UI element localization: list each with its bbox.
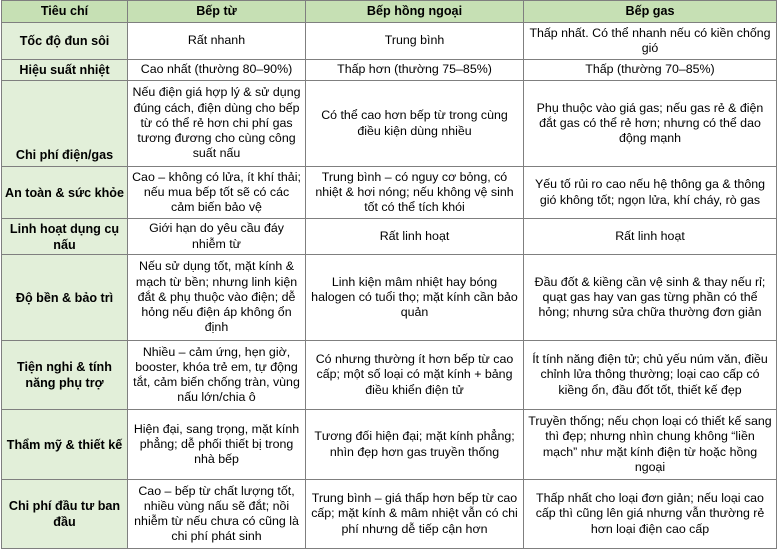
comparison-table — [1, 0, 777, 549]
induction-cell: Cao – không có lửa, ít khí thải; nếu mua bếp tốt sẽ có các cảm biến bảo vệ — [128, 167, 306, 219]
row-criterion: Tiện nghi & tính năng phụ trợ — [2, 341, 128, 410]
induction-cell: Rất nhanh — [128, 23, 306, 60]
row-criterion: An toàn & sức khỏe — [2, 167, 128, 219]
induction-cell: Hiện đại, sang trọng, mặt kính phẳng; dễ phối thiết bị trong nhà bếp — [128, 410, 306, 480]
header-row — [2, 1, 777, 23]
table-row — [2, 410, 777, 480]
induction-cell: Nếu điện giá hợp lý & sử dụng đúng cách, điện dùng cho bếp từ có thể rẻ hơn chi phí gas tương đương cho cùng công suất nấu — [128, 81, 306, 167]
row-criterion: Độ bền & bảo trì — [2, 255, 128, 341]
table-row — [2, 219, 777, 255]
gas-cell: Phụ thuộc vào giá gas; nếu gas rẻ & điện đắt gas có thể rẻ hơn; nhưng có thể dao động mạnh — [524, 81, 777, 167]
infrared-cell: Thấp hơn (thường 75–85%) — [306, 60, 524, 81]
row-criterion: Linh hoạt dụng cụ nấu — [2, 219, 128, 255]
infrared-cell: Có thể cao hơn bếp từ trong cùng điều kiện dùng nhiều — [306, 81, 524, 167]
infrared-cell: Tương đối hiện đại; mặt kính phẳng; nhìn đẹp hơn gas truyền thống — [306, 410, 524, 480]
infrared-cell: Có nhưng thường ít hơn bếp từ cao cấp; một số loại có mặt kính + bảng điều khiển điện tử — [306, 341, 524, 410]
gas-cell: Ít tính năng điện tử; chủ yếu núm văn, điều chỉnh lửa thông thường; loại cao cấp có kiềng ổn, đầu đốt tốt, thiết kế đẹp — [524, 341, 777, 410]
infrared-cell: Linh kiện mâm nhiệt hay bóng halogen có tuổi thọ; mặt kính cần bảo quản — [306, 255, 524, 341]
header-gas: Bếp gas — [524, 1, 777, 23]
induction-cell: Nếu sử dụng tốt, mặt kính & mạch từ bền; nhưng linh kiện đắt & phụ thuộc vào điện; dễ hỏng nếu điện áp không ổn định — [128, 255, 306, 341]
infrared-cell: Trung bình – giá thấp hơn bếp từ cao cấp; mặt kính & mâm nhiệt vẫn có chi phí nhưng dễ tiếp cận hơn — [306, 480, 524, 549]
induction-cell: Cao nhất (thường 80–90%) — [128, 60, 306, 81]
gas-cell: Rất linh hoạt — [524, 219, 777, 255]
gas-cell: Yếu tố rủi ro cao nếu hệ thông ga & thông gió không tốt; ngọn lửa, khí cháy, rò gas — [524, 167, 777, 219]
row-criterion: Tốc độ đun sôi — [2, 23, 128, 60]
table-row — [2, 255, 777, 341]
gas-cell: Truyền thống; nếu chọn loại có thiết kế sang thì đẹp; nhưng nhìn chung không “liền mạch” như mặt kính điện từ hoặc hồng ngoại — [524, 410, 777, 480]
induction-cell: Nhiều – cảm ứng, hẹn giờ, booster, khóa trẻ em, tự động tắt, cảm biến chống tràn, vùng nấu lớn/chia ô — [128, 341, 306, 410]
row-criterion: Thẩm mỹ & thiết kế — [2, 410, 128, 480]
table-row — [2, 341, 777, 410]
infrared-cell: Rất linh hoạt — [306, 219, 524, 255]
table-row — [2, 480, 777, 549]
infrared-cell: Trung bình — [306, 23, 524, 60]
table-row — [2, 60, 777, 81]
induction-cell: Cao – bếp từ chất lượng tốt, nhiều vùng nấu sẽ đắt; nồi nhiễm từ nếu chưa có cũng là chi phí phát sinh — [128, 480, 306, 549]
row-criterion: Hiệu suất nhiệt — [2, 60, 128, 81]
table-row — [2, 81, 777, 167]
row-criterion: Chi phí điện/gas — [2, 81, 128, 167]
table-row — [2, 167, 777, 219]
gas-cell: Thấp nhất. Có thể nhanh nếu có kiền chống gió — [524, 23, 777, 60]
header-criterion: Tiêu chí — [2, 1, 128, 23]
table-row — [2, 23, 777, 60]
gas-cell: Thấp (thường 70–85%) — [524, 60, 777, 81]
gas-cell: Đầu đốt & kiềng cần vệ sinh & thay nếu rỉ; quạt gas hay van gas từng phần có thể hỏng; nhưng sửa chữa thường đơn giản — [524, 255, 777, 341]
induction-cell: Giới hạn do yêu cầu đáy nhiễm từ — [128, 219, 306, 255]
header-infrared: Bếp hồng ngoại — [306, 1, 524, 23]
row-criterion: Chi phí đầu tư ban đầu — [2, 480, 128, 549]
gas-cell: Thấp nhất cho loại đơn giản; nếu loại cao cấp thì cũng lên giá nhưng vẫn thường rẻ hơn loại điện cao cấp — [524, 480, 777, 549]
header-induction: Bếp từ — [128, 1, 306, 23]
infrared-cell: Trung bình – có nguy cơ bỏng, có nhiệt & hơi nóng; nếu không vệ sinh tốt có thể tích khói — [306, 167, 524, 219]
